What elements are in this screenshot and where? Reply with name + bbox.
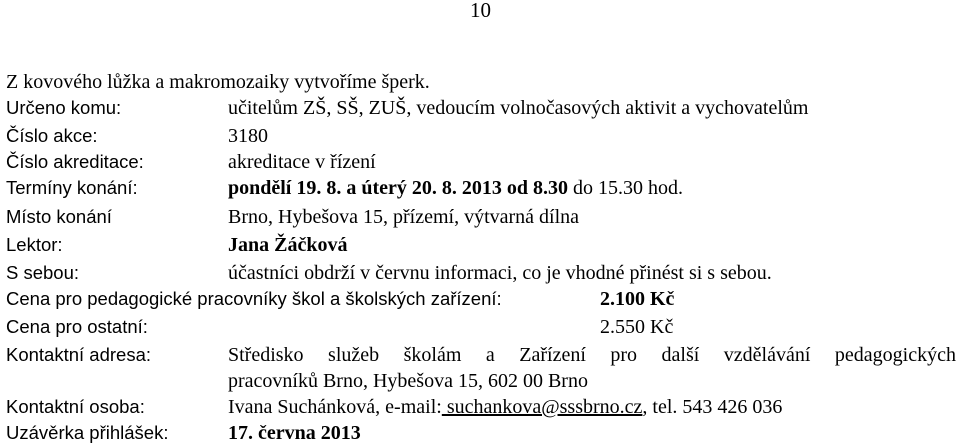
- adresa-word: a: [485, 344, 495, 366]
- cena-ped-label: Cena pro pedagogické pracovníky škol a školských zařízení:: [6, 288, 502, 309]
- adresa-line-1: [228, 343, 956, 367]
- osoba-label: Kontaktní osoba:: [6, 396, 145, 417]
- adresa-word: vzdělávání: [723, 344, 811, 366]
- adresa-line-2: pracovníků Brno, Hybešova 15, 602 00 Brno: [228, 370, 588, 392]
- akreditace-value: akreditace v řízení: [228, 151, 376, 173]
- s-sebou-value: účastníci obdrží v červnu informaci, co je vhodné přinést si s sebou.: [228, 262, 772, 284]
- adresa-word: další: [661, 344, 700, 366]
- adresa-word: Zařízení: [519, 344, 586, 366]
- email-link[interactable]: suchankova@sssbrno.cz: [441, 396, 643, 418]
- adresa-word: Středisko: [228, 344, 304, 366]
- adresa-word: školám: [403, 344, 462, 366]
- terminy-value: [228, 176, 683, 200]
- akreditace-label: Číslo akreditace:: [6, 151, 144, 172]
- osoba-phone: , tel. 543 426 036: [642, 396, 783, 418]
- cena-ost-value: 2.550 Kč: [600, 316, 674, 338]
- terminy-dates: pondělí 19. 8. a úterý 20. 8. 2013 od 8.30: [228, 177, 569, 199]
- cislo-akce-label: Číslo akce:: [6, 125, 98, 146]
- osoba-name: Ivana Suchánková, e-mail:: [228, 396, 442, 418]
- adresa-word: pro: [610, 344, 638, 366]
- adresa-label: Kontaktní adresa:: [6, 344, 152, 365]
- osoba-value: [228, 395, 782, 419]
- terminy-end: do 15.30 hod.: [568, 177, 684, 199]
- urceno-label: Určeno komu:: [6, 97, 122, 118]
- cena-ped-value: 2.100 Kč: [600, 288, 675, 310]
- cena-ost-label: Cena pro ostatní:: [6, 316, 148, 337]
- page-number: 10: [470, 0, 491, 22]
- intro-text: Z kovového lůžka a makromozaiky vytvoříme šperk.: [6, 71, 430, 93]
- lektor-label: Lektor:: [6, 234, 63, 255]
- s-sebou-label: S sebou:: [6, 262, 80, 283]
- lektor-value: Jana Žáčková: [228, 234, 348, 256]
- misto-label: Místo konání: [6, 206, 112, 227]
- adresa-word: služeb: [328, 344, 380, 366]
- uzaverka-label: Uzávěrka přihlášek:: [6, 422, 169, 443]
- misto-value: Brno, Hybešova 15, přízemí, výtvarná dílna: [228, 206, 580, 228]
- uzaverka-value: 17. června 2013: [228, 422, 361, 444]
- cislo-akce-value: 3180: [228, 125, 268, 147]
- terminy-label: Termíny konání:: [6, 177, 138, 198]
- urceno-value: učitelům ZŠ, SŠ, ZUŠ, vedoucím volnočasových aktivit a vychovatelům: [228, 97, 809, 119]
- adresa-word: pedagogických: [834, 344, 956, 366]
